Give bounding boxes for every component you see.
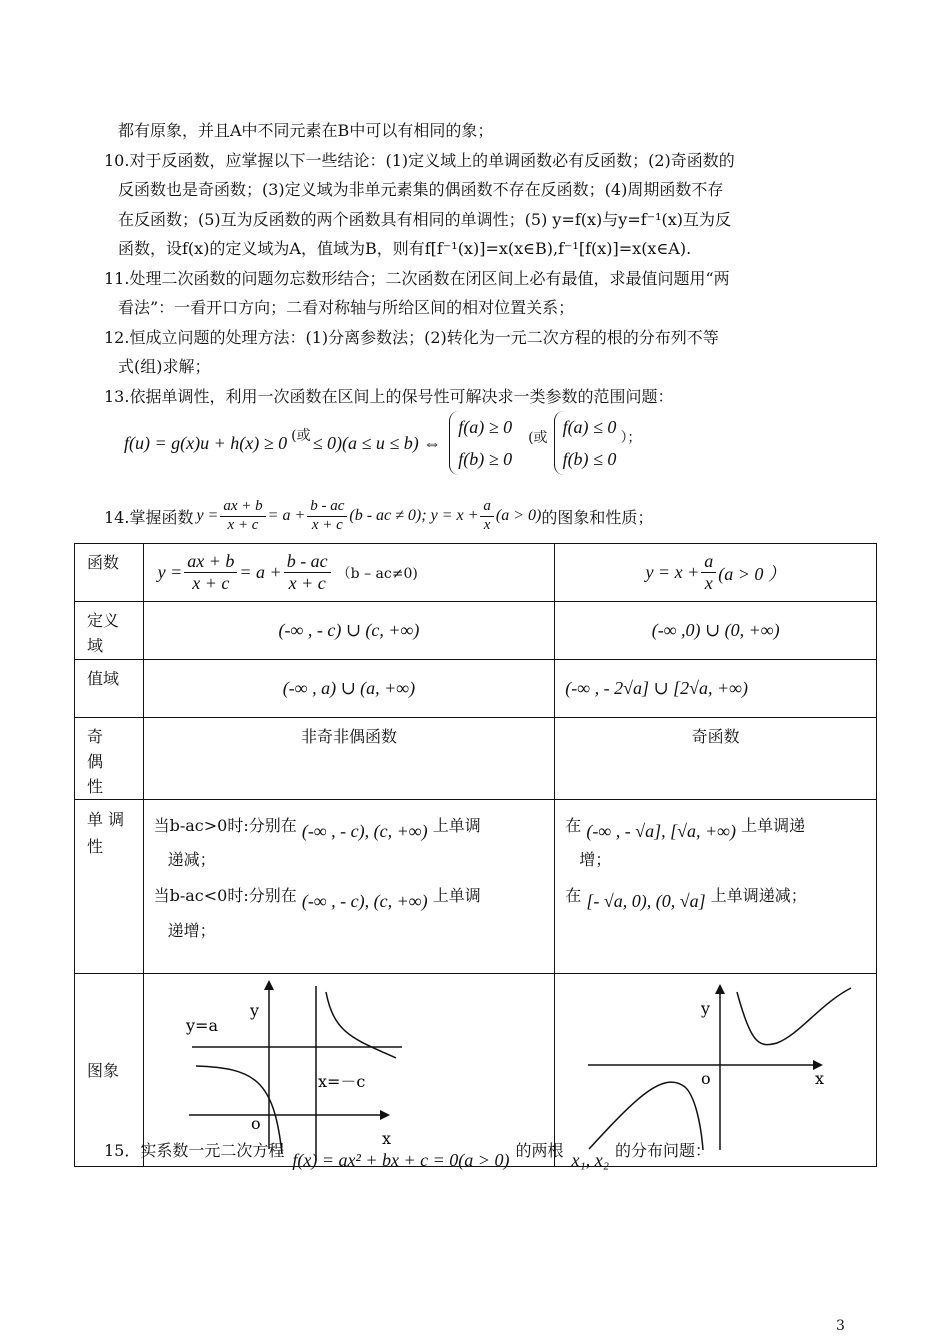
frac-den: x + c (192, 573, 230, 593)
row-header: 定义域 (75, 602, 144, 660)
label-y: y (701, 999, 711, 1018)
item-15-roots: x₁, x₂ (571, 1150, 609, 1170)
cell-parity-left: 非奇非偶函数 (143, 718, 555, 800)
func-frac-1 (184, 551, 237, 593)
label-y-equals-a: y=a (185, 1016, 218, 1035)
frac-num: a (701, 551, 716, 573)
mono-interval: (-∞ , - √a], [√a, +∞) (586, 821, 736, 841)
text-line: 都有原象，并且A中不同元素在B中可以有相同的象； (118, 121, 494, 140)
label-x: x (381, 1129, 391, 1148)
frac-den: x + c (288, 573, 326, 593)
domain-right: (-∞ ,0) ∪ (0, +∞) (651, 620, 780, 640)
x-axis-arrow (380, 1110, 390, 1120)
table-row-parity (75, 718, 877, 800)
text-line: 反函数也是奇函数；(3)定义域为非单元素集的偶函数不存在反函数；(4)周期函数不存 (118, 180, 724, 199)
mono-text: 递增； (167, 921, 216, 940)
system-1 (449, 411, 512, 475)
formula-alt: ≤ 0)(a ≤ u ≤ b) ⇔ (312, 432, 442, 453)
table-row-range (75, 660, 877, 718)
mono-text: 上单调递 (741, 816, 806, 835)
row-header: 单 调 性 (75, 800, 144, 974)
frac-den: x (704, 573, 713, 593)
frac-den: x + c (311, 516, 343, 533)
mono-interval: (-∞ , - c), (c, +∞) (301, 891, 428, 911)
label-y: y (249, 1001, 259, 1020)
frac-den: x (483, 516, 491, 533)
cell-mono-left (143, 800, 555, 974)
mono-text: 在 (565, 886, 582, 905)
frac-num: b - ac (284, 551, 331, 573)
mono-text: 上单调 (432, 816, 481, 835)
item-14-frac-2 (307, 498, 347, 534)
table-row-monotonicity (75, 800, 877, 974)
func-right-y: y = x + (645, 562, 700, 582)
func-frac-2 (284, 551, 331, 593)
cell-range-left (143, 660, 555, 718)
row-header: 奇偶性 (75, 718, 144, 800)
item-15-prefix: 15．实系数一元二次方程 (104, 1141, 285, 1160)
system-2 (554, 411, 617, 475)
formula-or: (或 (291, 428, 311, 444)
mono-interval: [- √a, 0), (0, √a] (586, 891, 706, 911)
label-origin: o (250, 1114, 261, 1133)
cell-function-right (555, 544, 877, 602)
range-right: (-∞ , - 2√a] ∪ [2√a, +∞) (565, 678, 748, 698)
formula-13 (124, 410, 641, 476)
item-14-frac-1 (220, 498, 265, 534)
system-2-bottom: f(b) ≤ 0 (562, 449, 617, 469)
text-line: 11.处理二次函数的问题勿忘数形结合；二次函数在闭区间上必有最值，求最值问题用“两 (104, 268, 730, 288)
item-14-cond: (b - ac ≠ 0); y = x + (349, 507, 479, 524)
page-number: 3 (836, 1318, 845, 1334)
mono-text: 增； (579, 850, 612, 869)
cell-range-right (555, 660, 877, 718)
text-line: 在反函数；(5)互为反函数的两个函数具有相同的单调性；(5) y=f(x)与y=f⁻¹(x)互为反 (118, 209, 732, 229)
func-right-frac (701, 551, 716, 593)
range-left: (-∞ , a) ∪ (a, +∞) (282, 678, 416, 698)
row-header: 值域 (75, 660, 144, 718)
func-cond: （b – ac≠0) (336, 565, 418, 582)
text-line: 式(组)求解； (118, 357, 211, 376)
system-1-bottom: f(b) ≥ 0 (458, 449, 513, 469)
label-x: x (815, 1069, 825, 1088)
curve-branch-right (737, 988, 851, 1045)
cell-mono-right (555, 800, 877, 974)
y-axis-arrow (264, 980, 274, 990)
item-15 (104, 1138, 711, 1180)
text-line: 12.恒成立问题的处理方法：(1)分离参数法；(2)转化为一元二次方程的根的分布列不等 (104, 327, 719, 347)
hyperbola-graph (144, 974, 552, 1162)
row-header: 函数 (75, 544, 144, 602)
formula-close: ）； (620, 430, 642, 446)
func-right-cond: (a > 0 ） (718, 563, 786, 584)
item-14-frac-3 (480, 498, 494, 534)
text-line: 13.依据单调性，利用一次函数在区间上的保号性可解决求一类参数的范围问题： (104, 386, 674, 406)
item-14 (104, 490, 653, 542)
frac-num: ax + b (184, 551, 237, 573)
text-line: 10.对于反函数，应掌握以下一些结论：(1)定义域上的单调函数必有反函数；(2)奇函数的 (104, 150, 735, 170)
cell-domain-left (143, 602, 555, 660)
mono-text: 上单调 (432, 886, 481, 905)
check-function-graph (555, 974, 873, 1162)
system-2-top: f(a) ≤ 0 (562, 417, 617, 437)
domain-left: (-∞ , - c) ∪ (c, +∞) (278, 620, 420, 640)
y-axis-arrow (715, 984, 725, 994)
mono-interval: (-∞ , - c), (c, +∞) (301, 821, 428, 841)
cell-parity-right: 奇函数 (555, 718, 877, 800)
mono-text: 上单调递减； (710, 886, 807, 905)
hyperbola-branch-right (326, 992, 396, 1058)
mono-text: 递减； (167, 850, 216, 869)
formula-or-2: (或 (528, 430, 548, 446)
item-14-eq: = a + (267, 507, 306, 524)
item-14-suffix: 的图象和性质； (541, 507, 654, 527)
item-14-cond-2: (a > 0) (495, 507, 542, 524)
item-15-equation: f(x) = ax² + bx + c = 0(a > 0) (292, 1150, 510, 1170)
notes-paragraphs (104, 116, 852, 411)
mono-text: 当b-ac<0时:分别在 (153, 886, 297, 905)
mono-text: 在 (565, 816, 582, 835)
cell-function-left (143, 544, 555, 602)
item-14-y: y = (196, 507, 219, 524)
label-x-equals-minus-c: x=－c (317, 1072, 366, 1091)
item-15-mid: 的两根 (515, 1141, 564, 1160)
frac-num: a (480, 498, 494, 516)
frac-num: b - ac (307, 498, 347, 516)
table-row-domain (75, 602, 877, 660)
frac-num: ax + b (220, 498, 265, 516)
function-properties-table (74, 543, 877, 1167)
frac-den: x + c (227, 516, 259, 533)
cell-domain-right (555, 602, 877, 660)
system-1-top: f(a) ≥ 0 (458, 417, 513, 437)
table-row-function (75, 544, 877, 602)
func-mid: = a + (239, 562, 282, 582)
item-14-prefix: 14.掌握函数 (104, 507, 194, 527)
formula-lhs: f(u) = g(x)u + h(x) ≥ 0 (124, 432, 288, 453)
label-origin: o (701, 1069, 711, 1088)
row-header: 图象 (75, 974, 144, 1167)
mono-text: 当b-ac>0时:分别在 (153, 816, 297, 835)
item-15-suffix: 的分布问题： (614, 1141, 711, 1160)
text-line: 看法”：一看开口方向；二看对称轴与所给区间的相对位置关系； (118, 298, 575, 317)
func-y: y = (157, 562, 183, 582)
text-line: 函数，设f(x)的定义域为A，值域为B，则有f[f⁻¹(x)]=x(x∈B),f⁻¹[f(x)]=x(x∈A). (118, 239, 692, 258)
